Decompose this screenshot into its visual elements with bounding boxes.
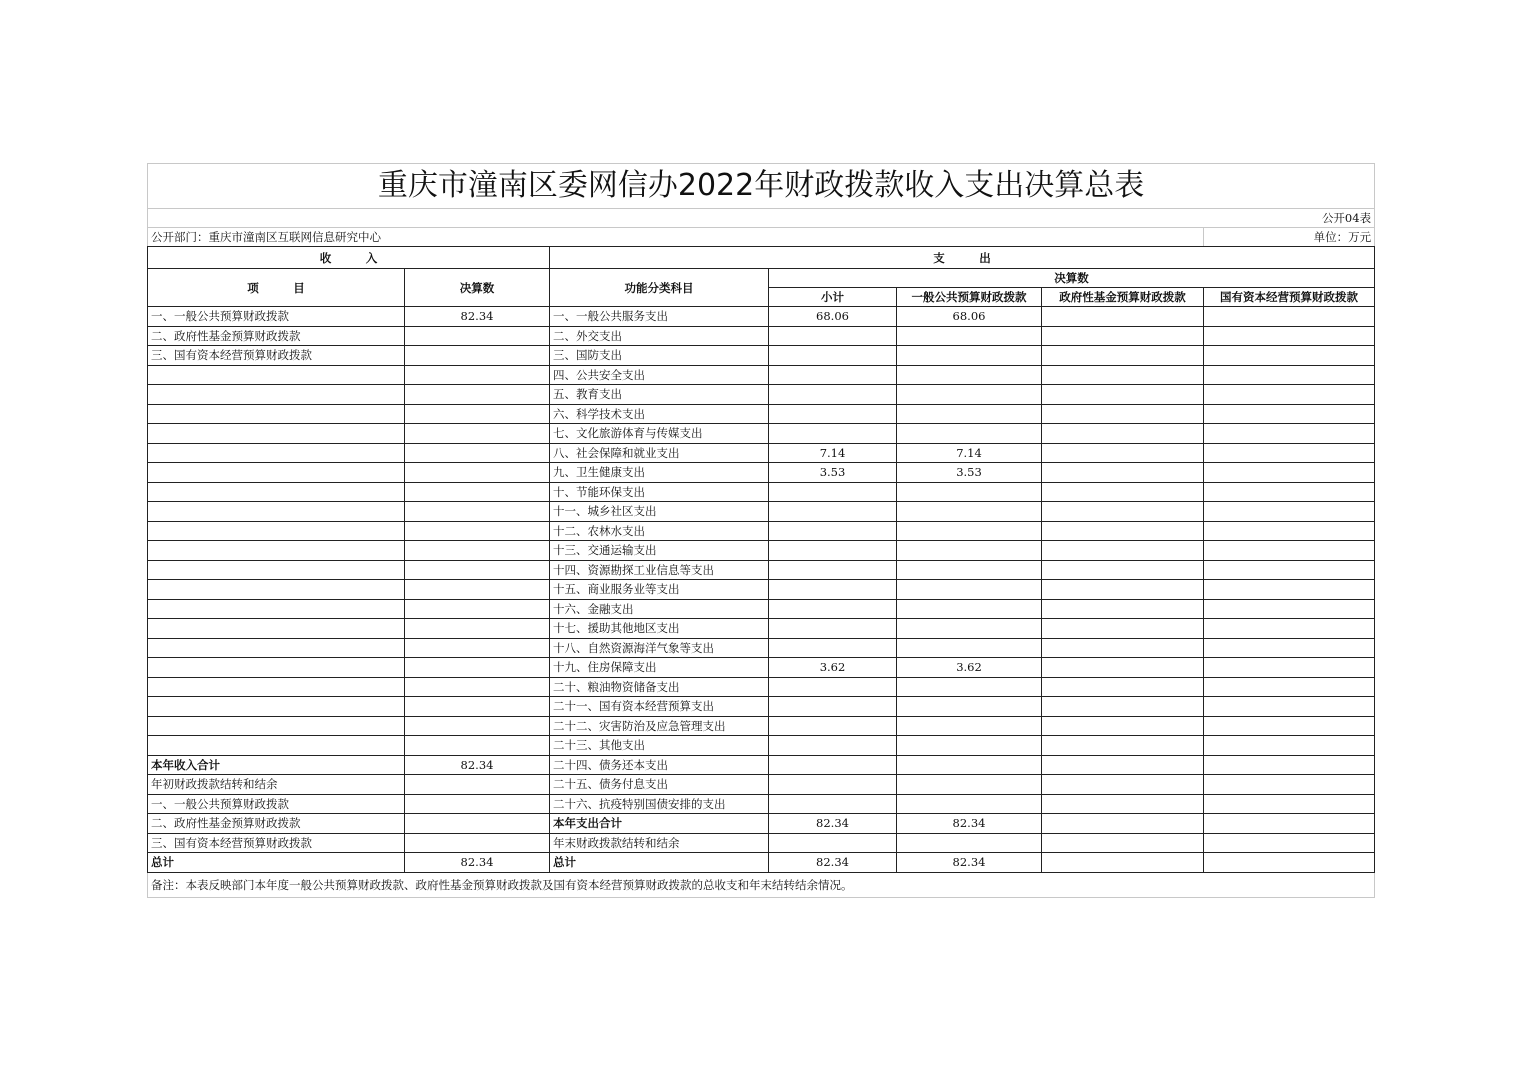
income-item-cell (148, 677, 405, 697)
gov-fund-cell (1042, 482, 1204, 502)
gov-fund-cell (1042, 502, 1204, 522)
state-capital-cell (1204, 307, 1375, 327)
income-item-cell (148, 463, 405, 483)
income-amount-cell (405, 697, 550, 717)
state-capital-cell (1204, 677, 1375, 697)
gov-fund-cell (1042, 307, 1204, 327)
income-amount-cell (405, 365, 550, 385)
general-budget-cell (897, 677, 1042, 697)
subtotal-cell (769, 404, 897, 424)
expense-item-cell: 十九、住房保障支出 (550, 658, 769, 678)
subtotal-header: 小计 (769, 288, 897, 307)
table-row (148, 482, 1375, 502)
decision-header: 决算数 (769, 269, 1375, 288)
expense-item-cell: 四、公共安全支出 (550, 365, 769, 385)
gov-fund-cell (1042, 814, 1204, 834)
subtotal-cell: 82.34 (769, 814, 897, 834)
subtotal-cell (769, 541, 897, 561)
table-row (148, 326, 1375, 346)
income-item-cell (148, 638, 405, 658)
item-header: 项 目 (148, 269, 405, 307)
income-item-cell: 二、政府性基金预算财政拨款 (148, 814, 405, 834)
general-budget-cell (897, 326, 1042, 346)
table-row (148, 716, 1375, 736)
income-amount-cell (405, 424, 550, 444)
subtotal-cell (769, 482, 897, 502)
income-item-cell (148, 443, 405, 463)
expense-item-cell: 本年支出合计 (550, 814, 769, 834)
gov-fund-cell (1042, 853, 1204, 873)
table-row (148, 580, 1375, 600)
income-item-cell (148, 404, 405, 424)
expense-item-cell: 年末财政拨款结转和结余 (550, 833, 769, 853)
income-amount-cell (405, 814, 550, 834)
unit-label: 单位：万元 (1204, 228, 1375, 247)
state-capital-cell (1204, 521, 1375, 541)
state-capital-cell (1204, 404, 1375, 424)
state-capital-cell (1204, 736, 1375, 756)
state-capital-cell (1204, 697, 1375, 717)
subtotal-cell (769, 560, 897, 580)
general-budget-cell (897, 502, 1042, 522)
table-row (148, 404, 1375, 424)
general-budget-cell (897, 697, 1042, 717)
income-amount-cell (405, 326, 550, 346)
income-item-cell (148, 697, 405, 717)
expense-item-cell: 十三、交通运输支出 (550, 541, 769, 561)
state-capital-cell (1204, 541, 1375, 561)
income-item-cell (148, 424, 405, 444)
general-budget-cell (897, 580, 1042, 600)
gov-fund-cell (1042, 404, 1204, 424)
gov-fund-cell (1042, 677, 1204, 697)
gov-fund-cell (1042, 385, 1204, 405)
table-row (148, 794, 1375, 814)
income-item-cell: 本年收入合计 (148, 755, 405, 775)
table-row (148, 385, 1375, 405)
income-item-cell: 总计 (148, 853, 405, 873)
state-capital-cell (1204, 365, 1375, 385)
table-row (148, 424, 1375, 444)
state-capital-cell (1204, 833, 1375, 853)
general-budget-cell: 68.06 (897, 307, 1042, 327)
table-row (148, 775, 1375, 795)
table-row (148, 833, 1375, 853)
income-item-cell: 一、一般公共预算财政拨款 (148, 794, 405, 814)
table-row (148, 677, 1375, 697)
income-amount-cell (405, 658, 550, 678)
gov-fund-cell (1042, 638, 1204, 658)
gov-fund-cell (1042, 619, 1204, 639)
page-title: 重庆市潼南区委网信办2022年财政拨款收入支出决算总表 (148, 164, 1375, 209)
state-capital-cell (1204, 755, 1375, 775)
expense-item-cell: 十七、援助其他地区支出 (550, 619, 769, 639)
general-budget-cell (897, 833, 1042, 853)
state-capital-cell (1204, 326, 1375, 346)
state-capital-cell (1204, 502, 1375, 522)
table-row (148, 346, 1375, 366)
expense-item-cell: 二十二、灾害防治及应急管理支出 (550, 716, 769, 736)
income-amount-cell (405, 463, 550, 483)
expense-item-cell: 五、教育支出 (550, 385, 769, 405)
general-budget-cell (897, 794, 1042, 814)
income-amount-cell (405, 736, 550, 756)
income-item-cell (148, 580, 405, 600)
subtotal-cell (769, 677, 897, 697)
gov-fund-cell (1042, 560, 1204, 580)
subtotal-cell (769, 580, 897, 600)
subtotal-cell (769, 326, 897, 346)
subtotal-cell (769, 619, 897, 639)
income-item-cell (148, 365, 405, 385)
table-row (148, 736, 1375, 756)
general-budget-cell (897, 346, 1042, 366)
income-amount-cell (405, 619, 550, 639)
income-item-cell: 二、政府性基金预算财政拨款 (148, 326, 405, 346)
state-capital-cell (1204, 560, 1375, 580)
subtotal-cell (769, 736, 897, 756)
subtotal-cell (769, 385, 897, 405)
income-amount-cell (405, 502, 550, 522)
expense-item-cell: 二、外交支出 (550, 326, 769, 346)
income-item-cell (148, 560, 405, 580)
income-amount-cell (405, 599, 550, 619)
gov-fund-cell (1042, 443, 1204, 463)
gov-fund-cell (1042, 541, 1204, 561)
gov-fund-cell (1042, 326, 1204, 346)
expense-item-cell: 十八、自然资源海洋气象等支出 (550, 638, 769, 658)
gov-fund-cell (1042, 580, 1204, 600)
income-item-cell (148, 736, 405, 756)
income-item-cell (148, 541, 405, 561)
expense-item-cell: 二十四、债务还本支出 (550, 755, 769, 775)
state-capital-cell (1204, 599, 1375, 619)
gov-fund-cell (1042, 424, 1204, 444)
expense-item-cell: 二十、粮油物资储备支出 (550, 677, 769, 697)
general-budget-cell (897, 638, 1042, 658)
subtotal-cell (769, 502, 897, 522)
state-capital-cell (1204, 638, 1375, 658)
finance-table (147, 163, 1375, 898)
state-capital-cell (1204, 443, 1375, 463)
table-row (148, 755, 1375, 775)
table-row (148, 307, 1375, 327)
income-item-cell (148, 502, 405, 522)
state-capital-cell (1204, 619, 1375, 639)
subtotal-cell (769, 346, 897, 366)
gov-fund-cell (1042, 521, 1204, 541)
table-row (148, 521, 1375, 541)
form-number: 公开04表 (148, 209, 1375, 228)
subtotal-cell (769, 794, 897, 814)
income-amount-cell: 82.34 (405, 853, 550, 873)
general-budget-cell (897, 619, 1042, 639)
table-row (148, 560, 1375, 580)
table-row (148, 658, 1375, 678)
expense-item-cell: 九、卫生健康支出 (550, 463, 769, 483)
gov-fund-cell (1042, 697, 1204, 717)
table-row (148, 638, 1375, 658)
gov-fund-cell (1042, 736, 1204, 756)
income-amount-cell (405, 794, 550, 814)
income-amount-cell (405, 560, 550, 580)
gov-fund-header: 政府性基金预算财政拨款 (1042, 288, 1204, 307)
expense-item-cell: 十、节能环保支出 (550, 482, 769, 502)
table-row (148, 365, 1375, 385)
subtotal-cell: 3.53 (769, 463, 897, 483)
state-capital-cell (1204, 482, 1375, 502)
state-capital-cell (1204, 814, 1375, 834)
income-amount-cell (405, 638, 550, 658)
income-amount-cell (405, 482, 550, 502)
subtotal-cell (769, 833, 897, 853)
income-item-cell: 三、国有资本经营预算财政拨款 (148, 833, 405, 853)
gov-fund-cell (1042, 794, 1204, 814)
general-budget-cell (897, 755, 1042, 775)
general-budget-header: 一般公共预算财政拨款 (897, 288, 1042, 307)
expense-item-cell: 二十五、债务付息支出 (550, 775, 769, 795)
state-capital-cell (1204, 658, 1375, 678)
gov-fund-cell (1042, 365, 1204, 385)
expense-item-cell: 六、科学技术支出 (550, 404, 769, 424)
department-label: 公开部门：重庆市潼南区互联网信息研究中心 (148, 228, 1204, 247)
expense-item-cell: 十六、金融支出 (550, 599, 769, 619)
general-budget-cell (897, 385, 1042, 405)
subtotal-cell: 68.06 (769, 307, 897, 327)
income-item-cell (148, 599, 405, 619)
expense-item-cell: 十二、农林水支出 (550, 521, 769, 541)
income-item-cell (148, 521, 405, 541)
income-item-cell: 一、一般公共预算财政拨款 (148, 307, 405, 327)
gov-fund-cell (1042, 599, 1204, 619)
table-row (148, 443, 1375, 463)
income-amount-cell (405, 775, 550, 795)
table-row (148, 541, 1375, 561)
subtotal-cell: 82.34 (769, 853, 897, 873)
gov-fund-cell (1042, 775, 1204, 795)
general-budget-cell (897, 716, 1042, 736)
state-capital-cell (1204, 716, 1375, 736)
state-capital-cell (1204, 794, 1375, 814)
expense-item-cell: 二十三、其他支出 (550, 736, 769, 756)
gov-fund-cell (1042, 755, 1204, 775)
general-budget-cell: 82.34 (897, 853, 1042, 873)
state-capital-cell (1204, 775, 1375, 795)
income-amount-cell: 82.34 (405, 307, 550, 327)
income-amount-cell (405, 541, 550, 561)
income-item-cell (148, 619, 405, 639)
income-header: 收 入 (148, 247, 550, 269)
general-budget-cell (897, 736, 1042, 756)
general-budget-cell: 3.62 (897, 658, 1042, 678)
subtotal-cell (769, 716, 897, 736)
income-amount-cell (405, 580, 550, 600)
state-capital-cell (1204, 853, 1375, 873)
expense-item-cell: 二十一、国有资本经营预算支出 (550, 697, 769, 717)
expense-item-cell: 三、国防支出 (550, 346, 769, 366)
general-budget-cell (897, 775, 1042, 795)
subtotal-cell (769, 599, 897, 619)
spreadsheet (147, 163, 1374, 898)
gov-fund-cell (1042, 833, 1204, 853)
subtotal-cell: 3.62 (769, 658, 897, 678)
subtotal-cell (769, 521, 897, 541)
general-budget-cell (897, 365, 1042, 385)
footnote: 备注：本表反映部门本年度一般公共预算财政拨款、政府性基金预算财政拨款及国有资本经营预算财政拨款的总收支和年末结转结余情况。 (148, 872, 1375, 897)
income-amount-cell: 82.34 (405, 755, 550, 775)
amount-header: 决算数 (405, 269, 550, 307)
table-row (148, 619, 1375, 639)
general-budget-cell (897, 404, 1042, 424)
gov-fund-cell (1042, 346, 1204, 366)
subtotal-cell (769, 638, 897, 658)
income-item-cell: 年初财政拨款结转和结余 (148, 775, 405, 795)
state-capital-cell (1204, 463, 1375, 483)
expense-item-cell: 八、社会保障和就业支出 (550, 443, 769, 463)
expense-item-cell: 一、一般公共服务支出 (550, 307, 769, 327)
income-item-cell (148, 716, 405, 736)
income-item-cell: 三、国有资本经营预算财政拨款 (148, 346, 405, 366)
expense-item-cell: 七、文化旅游体育与传媒支出 (550, 424, 769, 444)
income-amount-cell (405, 404, 550, 424)
expense-item-cell: 十四、资源勘探工业信息等支出 (550, 560, 769, 580)
func-class-header: 功能分类科目 (550, 269, 769, 307)
income-amount-cell (405, 677, 550, 697)
subtotal-cell (769, 697, 897, 717)
expense-header: 支 出 (550, 247, 1375, 269)
general-budget-cell: 3.53 (897, 463, 1042, 483)
income-amount-cell (405, 833, 550, 853)
general-budget-cell (897, 482, 1042, 502)
table-row (148, 814, 1375, 834)
general-budget-cell: 7.14 (897, 443, 1042, 463)
gov-fund-cell (1042, 716, 1204, 736)
general-budget-cell (897, 541, 1042, 561)
expense-item-cell: 十一、城乡社区支出 (550, 502, 769, 522)
general-budget-cell (897, 599, 1042, 619)
income-amount-cell (405, 716, 550, 736)
state-capital-cell (1204, 346, 1375, 366)
income-item-cell (148, 385, 405, 405)
income-amount-cell (405, 346, 550, 366)
subtotal-cell (769, 365, 897, 385)
subtotal-cell (769, 755, 897, 775)
subtotal-cell (769, 424, 897, 444)
income-amount-cell (405, 443, 550, 463)
income-amount-cell (405, 521, 550, 541)
gov-fund-cell (1042, 658, 1204, 678)
table-row (148, 853, 1375, 873)
general-budget-cell (897, 560, 1042, 580)
expense-item-cell: 二十六、抗疫特别国债安排的支出 (550, 794, 769, 814)
income-item-cell (148, 482, 405, 502)
state-capital-cell (1204, 385, 1375, 405)
state-capital-cell (1204, 424, 1375, 444)
table-row (148, 502, 1375, 522)
table-row (148, 697, 1375, 717)
expense-item-cell: 总计 (550, 853, 769, 873)
income-item-cell (148, 658, 405, 678)
expense-item-cell: 十五、商业服务业等支出 (550, 580, 769, 600)
general-budget-cell: 82.34 (897, 814, 1042, 834)
state-capital-header: 国有资本经营预算财政拨款 (1204, 288, 1375, 307)
gov-fund-cell (1042, 463, 1204, 483)
table-row (148, 463, 1375, 483)
general-budget-cell (897, 424, 1042, 444)
subtotal-cell: 7.14 (769, 443, 897, 463)
income-amount-cell (405, 385, 550, 405)
state-capital-cell (1204, 580, 1375, 600)
subtotal-cell (769, 775, 897, 795)
general-budget-cell (897, 521, 1042, 541)
table-row (148, 599, 1375, 619)
